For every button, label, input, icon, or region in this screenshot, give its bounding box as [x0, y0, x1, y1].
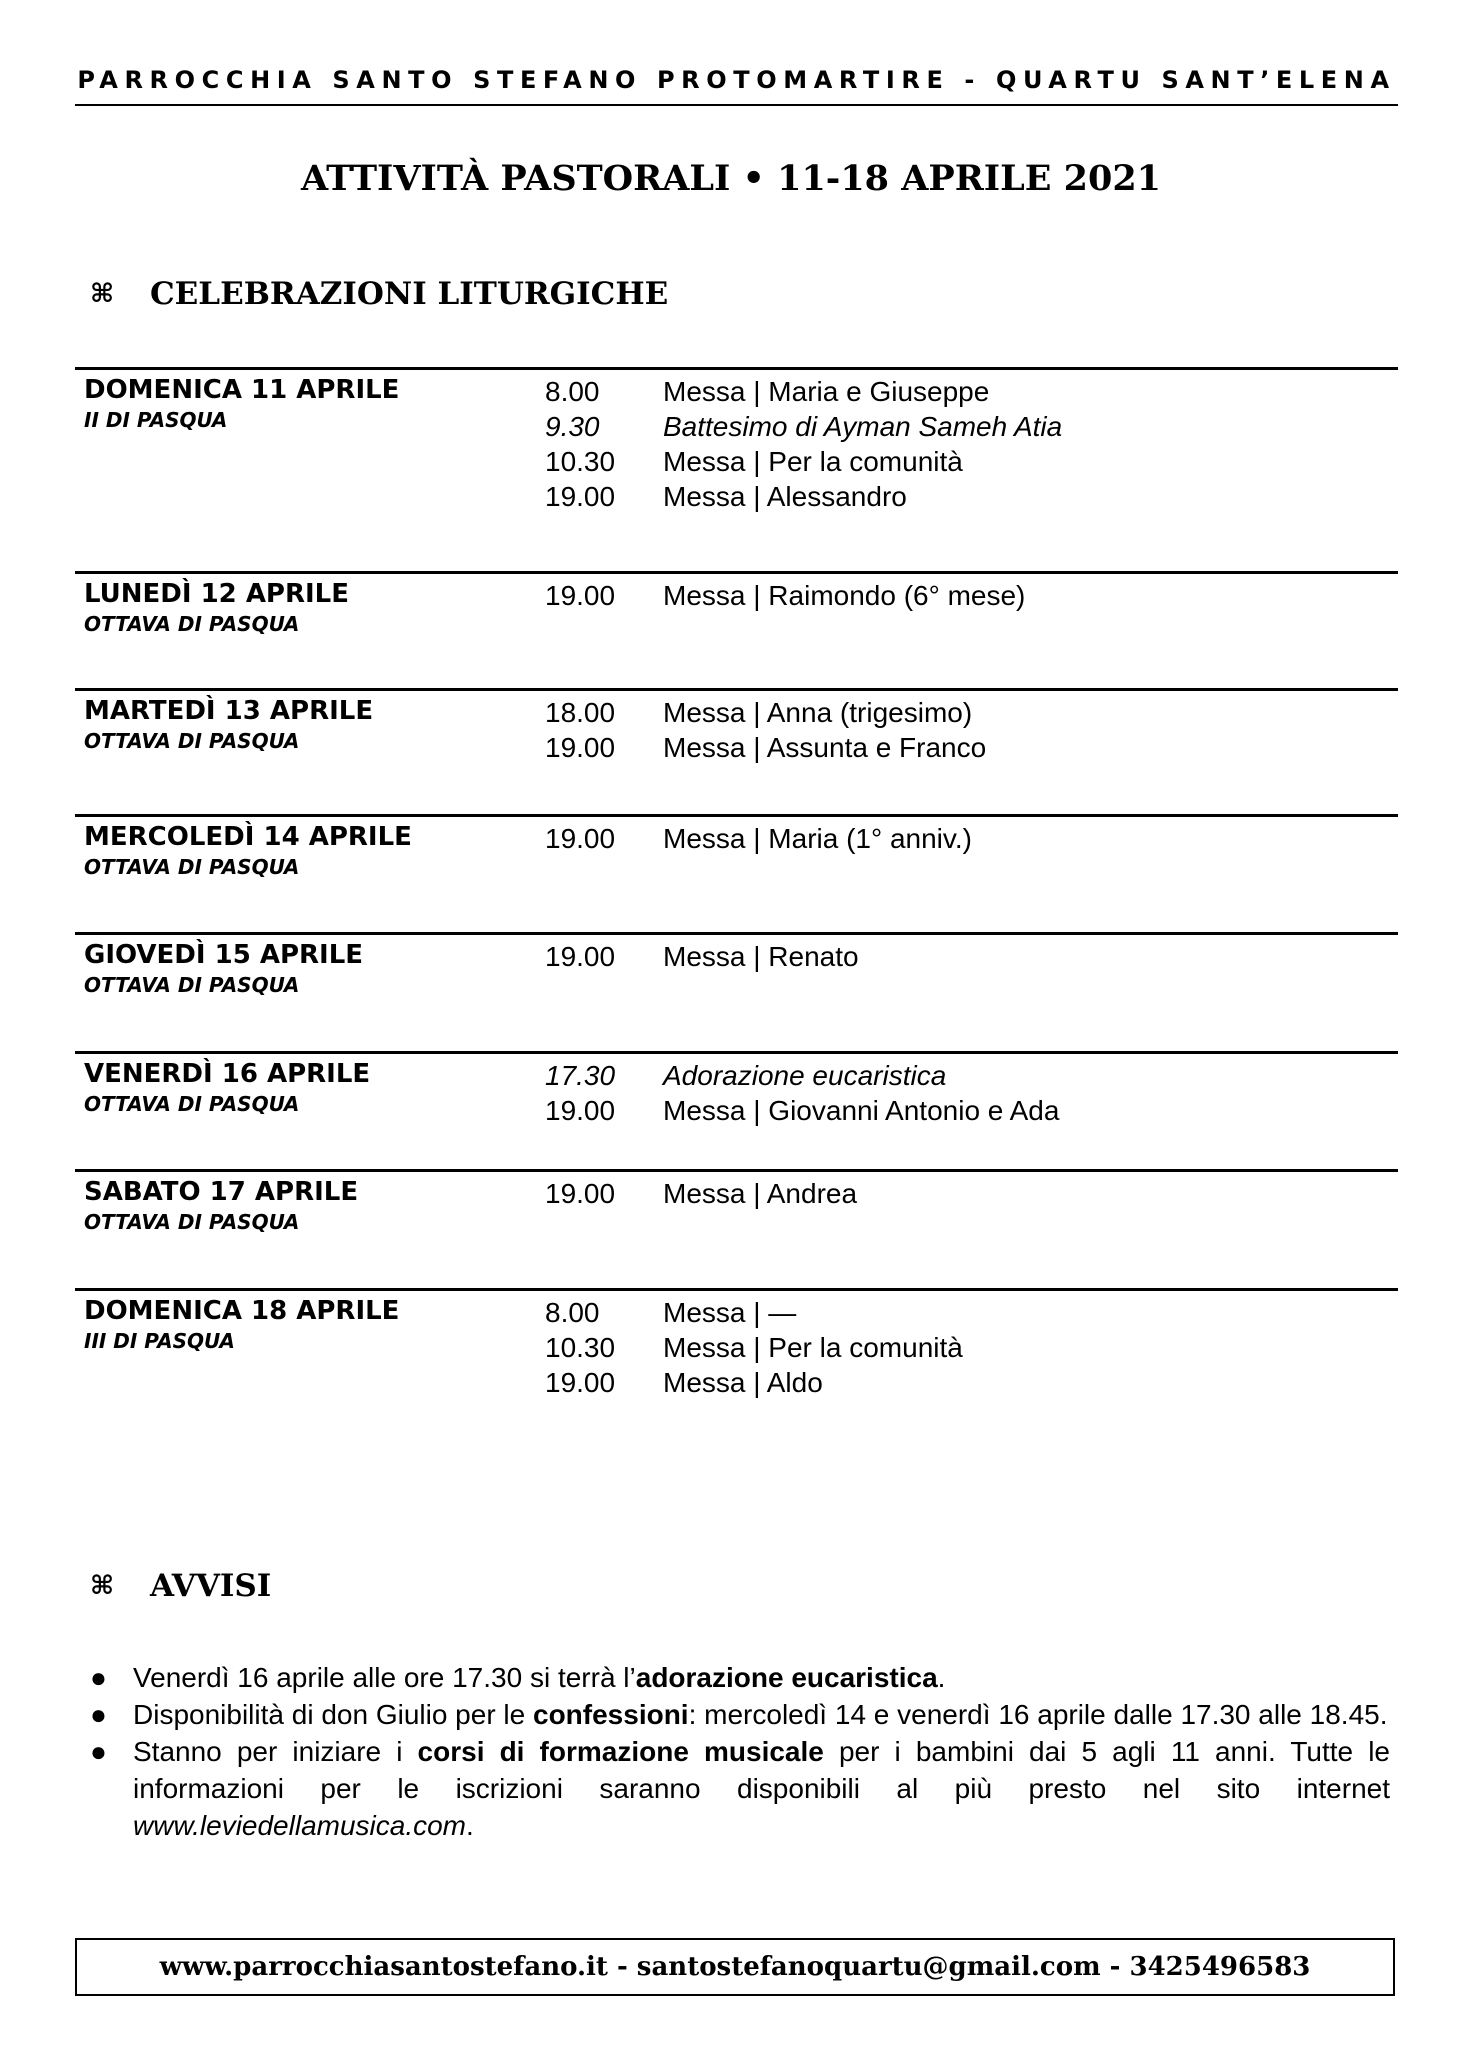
event-text: Messa | Maria (1° anniv.): [663, 823, 972, 854]
liturgical-day: OTTAVA DI PASQUA: [84, 729, 300, 753]
liturgical-day: OTTAVA DI PASQUA: [84, 1092, 300, 1116]
day-name: SABATO 17 APRILE: [84, 1177, 359, 1207]
event-row: [545, 939, 859, 974]
avviso-highlight: adorazione eucaristica: [635, 1662, 938, 1693]
day-name: GIOVEDÌ 15 APRILE: [84, 940, 364, 970]
event-row: [545, 1176, 857, 1211]
avviso-text-part: Venerdì 16 aprile alle ore 17.30 si terrà l’: [133, 1662, 636, 1693]
event-text: Messa | Assunta e Franco: [663, 732, 987, 763]
avviso-text-part: Stanno per iniziare i: [133, 1736, 418, 1767]
event-row: [545, 479, 1062, 514]
liturgical-day: OTTAVA DI PASQUA: [84, 855, 300, 879]
music-website-link[interactable]: www.leviedellamusica.com: [133, 1810, 467, 1841]
event-text: Messa | Raimondo (6° mese): [663, 580, 1026, 611]
day-row: [75, 932, 1398, 1051]
event-list: [545, 1295, 963, 1400]
event-list: [545, 821, 972, 856]
bullet-icon: ●: [90, 1662, 107, 1693]
event-row: [545, 1058, 1059, 1093]
event-text: Messa | Per la comunità: [663, 1332, 963, 1363]
avviso-item: [90, 1733, 1390, 1844]
day-name: DOMENICA 18 APRILE: [84, 1296, 400, 1326]
event-time: 19.00: [545, 1095, 616, 1126]
event-row: [545, 1330, 963, 1365]
event-row: [545, 695, 986, 730]
day-row: [75, 688, 1398, 814]
avviso-highlight: confessioni: [533, 1699, 689, 1730]
page-title: ATTIVITÀ PASTORALI • 11-18 APRILE 2021: [300, 158, 1162, 199]
avvisi-heading-label: AVVISI: [150, 1568, 272, 1604]
day-name: VENERDÌ 16 APRILE: [84, 1059, 371, 1089]
event-list: [545, 939, 859, 974]
event-time: 19.00: [545, 580, 616, 611]
bullet-icon: ●: [90, 1736, 107, 1767]
event-time: 19.00: [545, 1367, 616, 1398]
day-name: LUNEDÌ 12 APRILE: [84, 579, 350, 609]
day-row: [75, 1169, 1398, 1288]
event-time: 8.00: [545, 1297, 600, 1328]
avviso-text: [133, 1733, 1390, 1844]
avviso-item: [90, 1696, 1390, 1733]
event-time: 8.00: [545, 376, 600, 407]
avviso-text-part: per i bambini dai 5 agli 11 anni. Tutte le informazioni per le iscrizioni saranno disponibili al più presto nel sito internet: [133, 1736, 1390, 1804]
liturgical-day: II DI PASQUA: [84, 408, 228, 432]
event-time: 19.00: [545, 481, 616, 512]
avviso-text-part: : mercoledì 14 e venerdì 16 aprile dalle 17.30 alle 18.45.: [688, 1699, 1388, 1730]
day-row: [75, 814, 1398, 932]
celebrazioni-heading-label: CELEBRAZIONI LITURGICHE: [150, 276, 669, 312]
day-row: [75, 571, 1398, 688]
avvisi-heading: [90, 1568, 271, 1604]
liturgical-day: OTTAVA DI PASQUA: [84, 1210, 300, 1234]
event-time: 18.00: [545, 697, 616, 728]
star-cross-icon: ⌘: [90, 279, 115, 309]
avviso-text: [133, 1696, 1390, 1733]
event-row: [545, 409, 1062, 444]
event-time: 19.00: [545, 732, 616, 763]
event-row: [545, 1093, 1059, 1128]
avviso-text-part: .: [466, 1810, 474, 1841]
star-cross-icon: ⌘: [90, 1571, 115, 1601]
event-time: 10.30: [545, 446, 616, 477]
event-text: Messa | Renato: [663, 941, 859, 972]
event-row: [545, 578, 1025, 613]
event-text: Messa | Per la comunità: [663, 446, 963, 477]
avviso-text-part: .: [937, 1662, 946, 1693]
event-row: [545, 374, 1062, 409]
day-name: MARTEDÌ 13 APRILE: [84, 696, 374, 726]
avviso-text: [133, 1659, 1390, 1696]
liturgical-day: OTTAVA DI PASQUA: [84, 612, 300, 636]
avviso-item: [90, 1659, 1390, 1696]
event-row: [545, 444, 1062, 479]
bullet-icon: ●: [90, 1699, 107, 1730]
day-row: [75, 367, 1398, 571]
event-text: Messa | —: [663, 1297, 797, 1328]
event-list: [545, 695, 986, 765]
event-time: 19.00: [545, 823, 616, 854]
parish-header: PARROCCHIA SANTO STEFANO PROTOMARTIRE - QUARTU SANT’ELENA: [75, 66, 1398, 106]
avvisi-list: [90, 1659, 1390, 1844]
event-time: 9.30: [545, 411, 600, 442]
event-text: Battesimo di Ayman Sameh Atia: [663, 411, 1063, 442]
event-row: [545, 821, 972, 856]
event-text: Messa | Andrea: [663, 1178, 858, 1209]
avviso-text-part: Disponibilità di don Giulio per le: [133, 1699, 533, 1730]
celebrazioni-heading: [90, 276, 668, 312]
event-list: [545, 578, 1025, 613]
day-name: DOMENICA 11 APRILE: [84, 375, 400, 405]
event-row: [545, 1365, 963, 1400]
event-time: 17.30: [545, 1060, 616, 1091]
event-row: [545, 1295, 963, 1330]
event-text: Messa | Giovanni Antonio e Ada: [663, 1095, 1060, 1126]
day-name: MERCOLEDÌ 14 APRILE: [84, 822, 412, 852]
day-row: [75, 1288, 1398, 1411]
event-list: [545, 1176, 857, 1211]
event-text: Messa | Alessandro: [663, 481, 907, 512]
liturgical-day: III DI PASQUA: [84, 1329, 235, 1353]
event-row: [545, 730, 986, 765]
event-text: Messa | Anna (trigesimo): [663, 697, 973, 728]
avviso-highlight: corsi di formazione musicale: [417, 1736, 824, 1767]
event-list: [545, 374, 1062, 514]
day-row: [75, 1051, 1398, 1169]
schedule-table: [75, 367, 1398, 1411]
event-time: 19.00: [545, 941, 616, 972]
event-text: Adorazione eucaristica: [663, 1060, 947, 1091]
event-text: Messa | Aldo: [663, 1367, 823, 1398]
event-time: 10.30: [545, 1332, 616, 1363]
event-text: Messa | Maria e Giuseppe: [663, 376, 990, 407]
liturgical-day: OTTAVA DI PASQUA: [84, 973, 300, 997]
contact-footer: www.parrocchiasantostefano.it - santostefanoquartu@gmail.com - 3425496583: [75, 1938, 1395, 1996]
event-time: 19.00: [545, 1178, 616, 1209]
event-list: [545, 1058, 1059, 1128]
